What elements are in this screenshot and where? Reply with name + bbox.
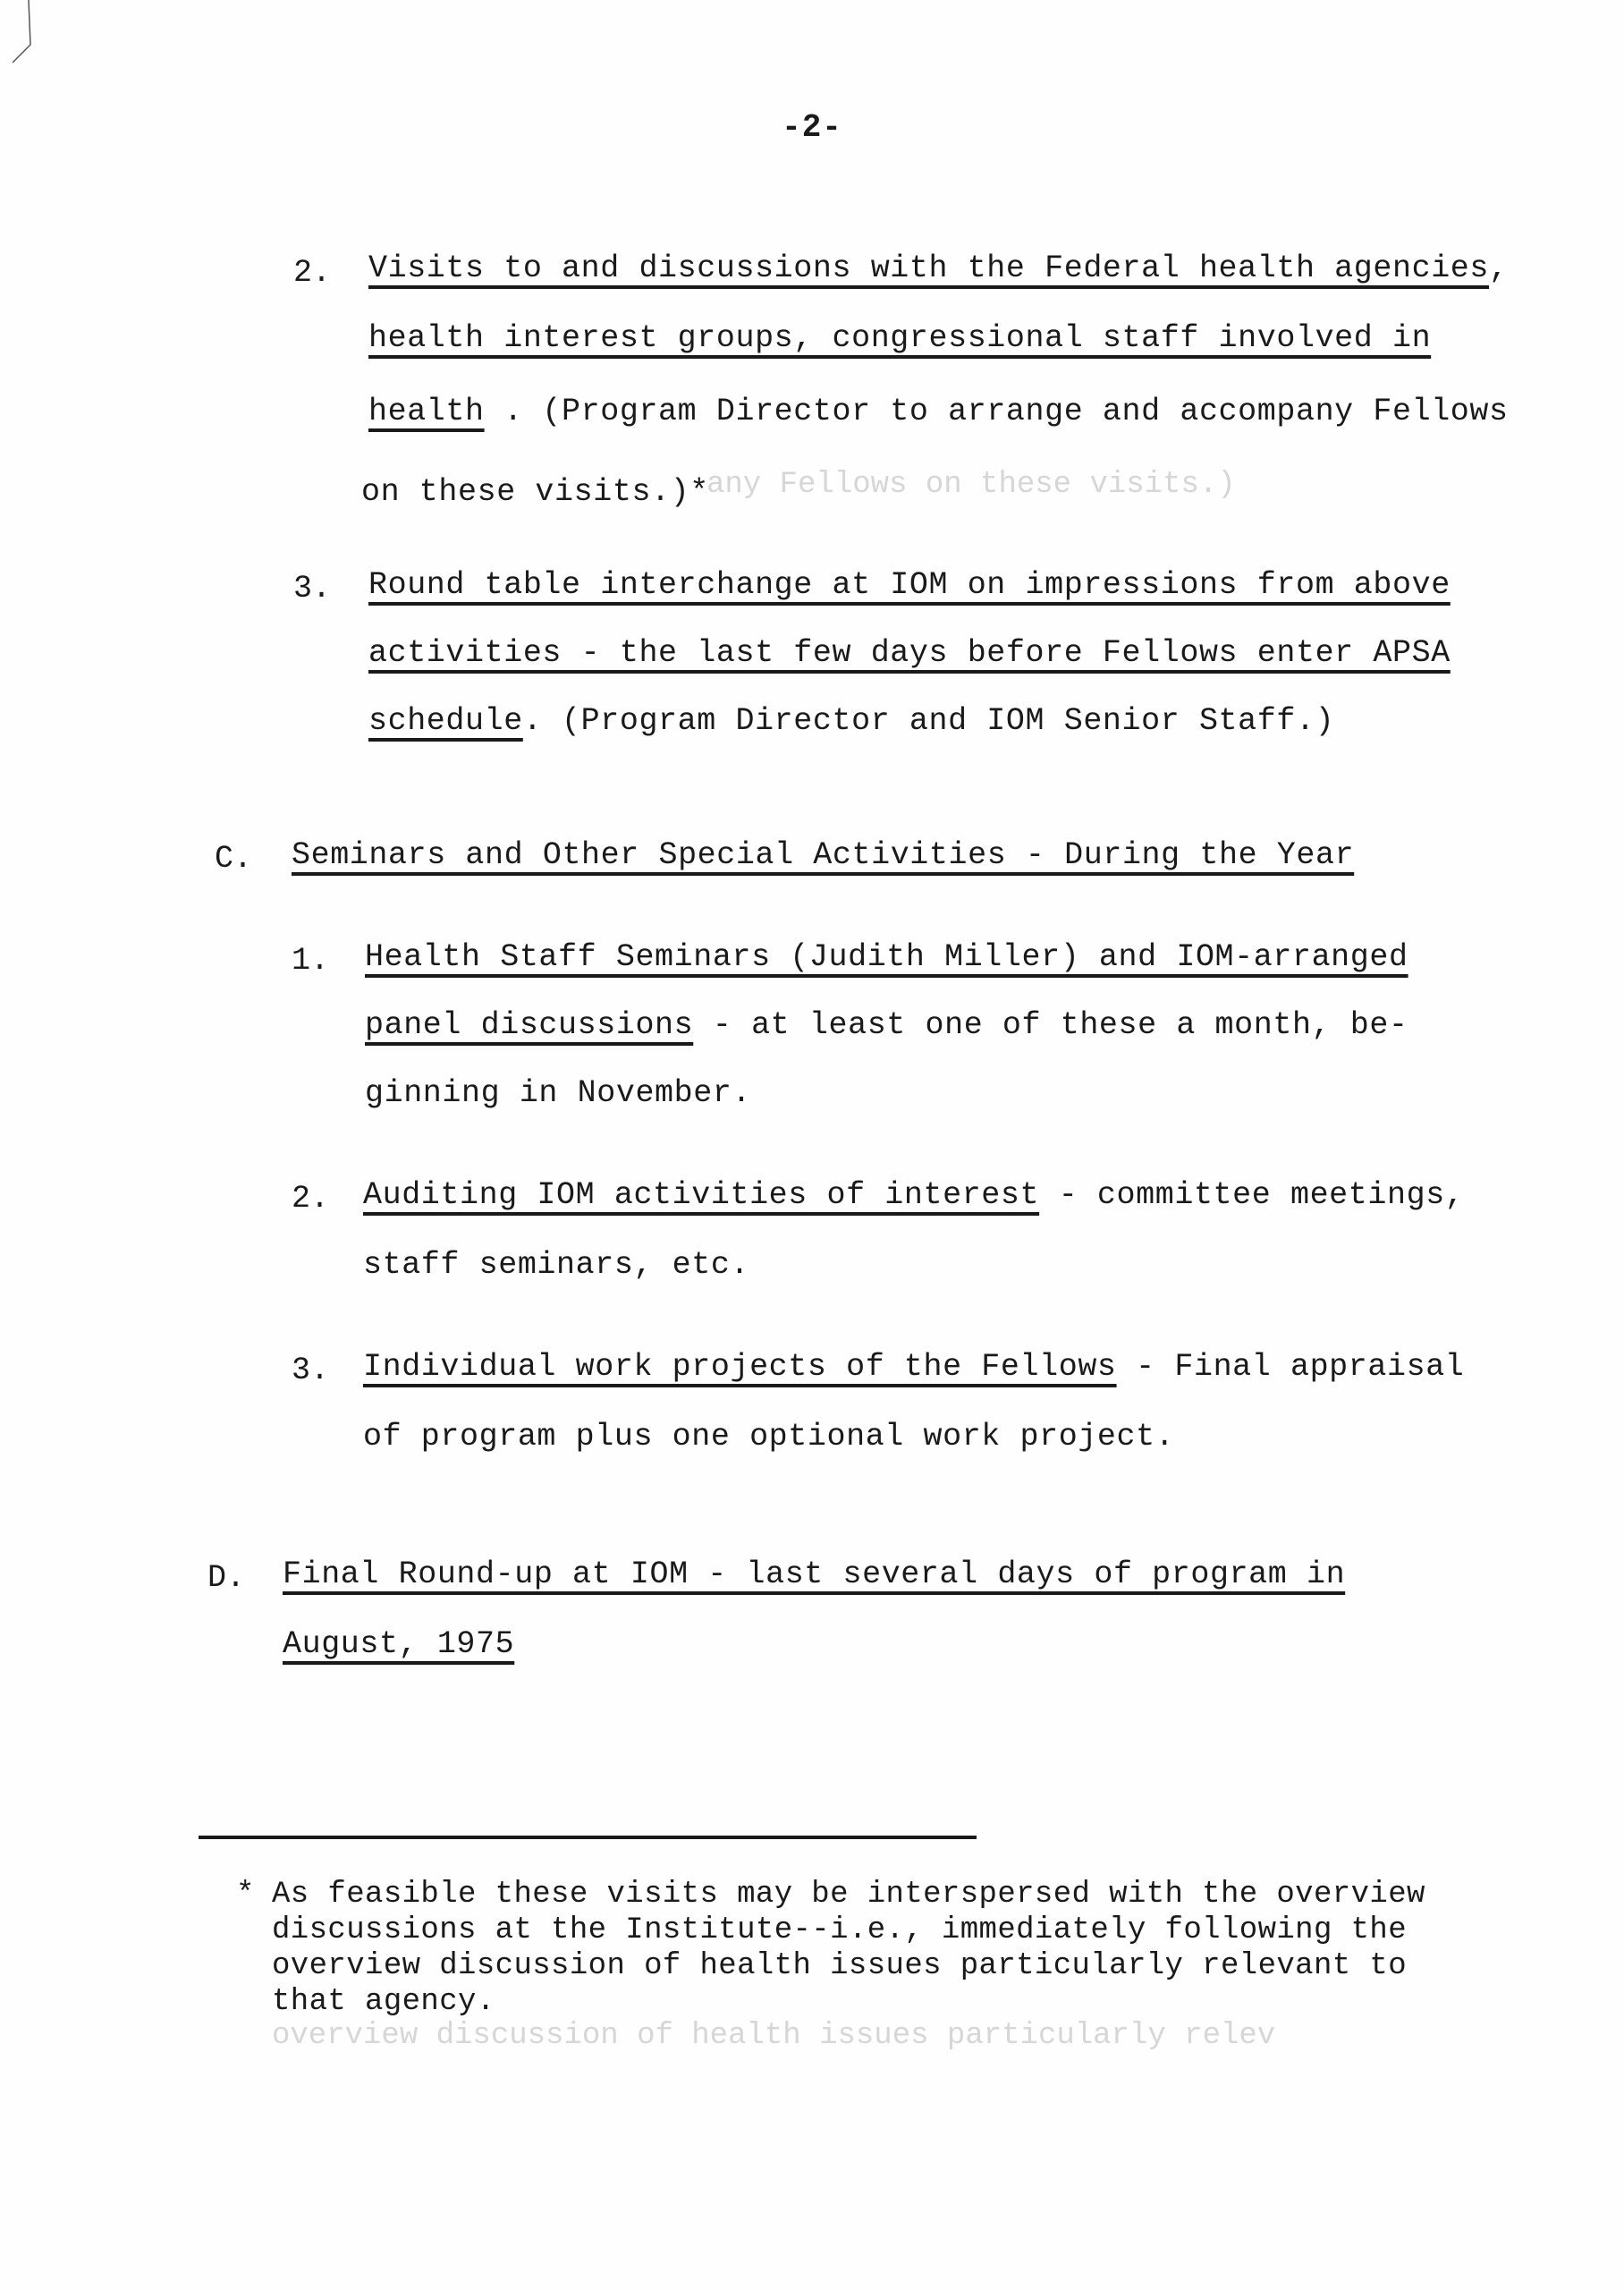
- underlined-text: Seminars and Other Special Activities - During the Year: [292, 837, 1355, 873]
- plain-text: of program plus one optional work project.: [363, 1419, 1175, 1455]
- item-line: [365, 1007, 1408, 1043]
- footnote-line: As feasible these visits may be interspersed with the overview: [272, 1878, 1425, 1912]
- item-line: [368, 703, 1334, 739]
- footnote-marker: *: [236, 1878, 255, 1912]
- plain-text: - committee meetings,: [1039, 1177, 1465, 1213]
- section-line: [283, 1626, 514, 1662]
- underlined-text: August, 1975: [283, 1626, 515, 1662]
- item-line: [365, 939, 1408, 975]
- item-line: [363, 1247, 749, 1283]
- underlined-text: schedule: [368, 703, 523, 739]
- item-number: 3.: [292, 1353, 330, 1388]
- section-letter: C.: [215, 841, 253, 877]
- bleed-through-text: overview discussion of health issues particularly relev: [272, 2019, 1276, 2053]
- underlined-text: Auditing IOM activities of interest: [363, 1177, 1040, 1213]
- underlined-text: activities - the last few days before Fellows enter APSA: [368, 635, 1451, 671]
- plain-text: ginning in November.: [365, 1075, 752, 1111]
- item-number: 3.: [293, 571, 332, 606]
- underlined-text: Round table interchange at IOM on impressions from above: [368, 567, 1451, 603]
- item-number: 2.: [292, 1181, 330, 1217]
- footnote-line: overview discussion of health issues particularly relevant to: [272, 1949, 1408, 1983]
- footnote-line: that agency.: [272, 1985, 495, 2019]
- underlined-text: Final Round-up at IOM - last several days of program in: [283, 1556, 1346, 1592]
- item-line: [363, 1349, 1464, 1385]
- item-number: 1.: [292, 943, 330, 979]
- section-line: [283, 1556, 1345, 1592]
- footnote-rule: [199, 1836, 977, 1839]
- underlined-text: panel discussions: [365, 1007, 694, 1043]
- underlined-text: Individual work projects of the Fellows: [363, 1349, 1117, 1385]
- corner-scan-mark: [7, 0, 43, 64]
- plain-text: . (Program Director to arrange and accompany Fellows: [484, 394, 1509, 429]
- item-line: [368, 250, 1509, 286]
- plain-text: ,: [1489, 250, 1509, 286]
- item-line: [368, 320, 1431, 356]
- underlined-text: health: [368, 394, 485, 429]
- underlined-text: Health Staff Seminars (Judith Miller) and IOM-arranged: [365, 939, 1408, 975]
- item-line: [361, 474, 709, 510]
- section-heading: [292, 837, 1354, 873]
- plain-text: on these visits.)*: [361, 474, 709, 510]
- underlined-text: Visits to and discussions with the Federal health agencies: [368, 250, 1489, 286]
- plain-text: staff seminars, etc.: [363, 1247, 750, 1283]
- item-line: [363, 1419, 1174, 1455]
- item-number: 2.: [293, 255, 332, 291]
- section-letter: D.: [207, 1560, 246, 1596]
- bleed-through-text: any Fellows on these visits.): [706, 468, 1236, 502]
- page-number: -2-: [782, 109, 842, 146]
- plain-text: - at least one of these a month, be-: [693, 1007, 1408, 1043]
- footnote-line: discussions at the Institute--i.e., immediately following the: [272, 1913, 1408, 1947]
- plain-text: . (Program Director and IOM Senior Staff.): [522, 703, 1335, 739]
- plain-text: - Final appraisal: [1116, 1349, 1465, 1385]
- item-line: [368, 394, 1509, 429]
- item-line: [363, 1177, 1464, 1213]
- item-line: [365, 1075, 751, 1111]
- item-line: [368, 635, 1451, 671]
- item-line: [368, 567, 1451, 603]
- underlined-text: health interest groups, congressional staff involved in: [368, 320, 1432, 356]
